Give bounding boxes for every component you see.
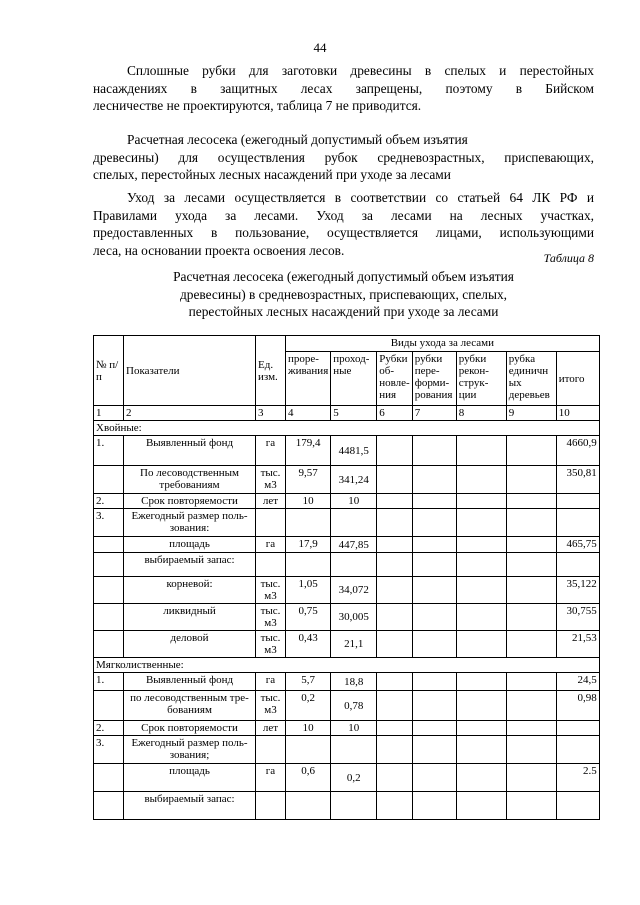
cell-thinning: 9,57 [286, 466, 331, 494]
text-line: насаждениях в защитных лесах запрещены, поэтому в Бийском [93, 80, 594, 96]
cell-num [94, 466, 124, 494]
cell-thinning: 10 [286, 494, 331, 509]
text-line: лесничестве не проектируются, таблица 7 не приводится. [93, 98, 422, 114]
cell-empty [377, 436, 412, 466]
col-number: 3 [256, 406, 286, 421]
cell-num: 2. [94, 494, 124, 509]
cell-passage [331, 792, 377, 820]
cell-thinning: 10 [286, 721, 331, 736]
cell-thinning: 17,9 [286, 537, 331, 553]
cell-empty [506, 466, 556, 494]
text-line: Уход за лесами осуществляется в соответствии со статьей 64 ЛК РФ и [127, 190, 594, 205]
header-care-types: Виды ухода за лесами [286, 336, 600, 352]
cell-empty [377, 764, 412, 792]
table-row [94, 673, 600, 691]
cell-empty [456, 577, 506, 604]
cell-empty [377, 537, 412, 553]
cell-passage: 4481,5 [331, 436, 377, 466]
table-title-line: перестойных лесных насаждений при уходе за лесами [188, 304, 499, 320]
cell-empty [412, 494, 456, 509]
cell-unit [256, 553, 286, 577]
table-row [94, 792, 600, 820]
cell-empty [377, 466, 412, 494]
cell-thinning: 0,6 [286, 764, 331, 792]
cell-total [556, 494, 599, 509]
table-title [93, 268, 594, 321]
cell-unit: лет [256, 721, 286, 736]
cell-empty [456, 604, 506, 631]
cell-passage: 18,8 [331, 673, 377, 691]
cell-total [556, 553, 599, 577]
cell-empty [456, 509, 506, 537]
cell-empty [456, 721, 506, 736]
col-number: 7 [412, 406, 456, 421]
cell-empty [377, 721, 412, 736]
cell-empty [456, 631, 506, 658]
table-title-line: древесины) в средневозрастных, приспевающих, спелых, [179, 286, 508, 302]
header-col: Рубки об-новле-ния [377, 352, 412, 406]
cell-empty [506, 604, 556, 631]
cell-thinning [286, 792, 331, 820]
table-row [94, 553, 600, 577]
cell-thinning [286, 553, 331, 577]
cell-empty [456, 792, 506, 820]
text-line: Расчетная лесосека (ежегодный допустимый объем изъятия [127, 132, 468, 147]
page-number: 44 [313, 40, 327, 55]
cell-total: 465,75 [556, 537, 599, 553]
cell-empty [412, 553, 456, 577]
paragraph-forest-care [93, 189, 594, 259]
cell-empty [506, 537, 556, 553]
cell-empty [456, 466, 506, 494]
header-unit: Ед. изм. [256, 336, 286, 406]
cell-empty [506, 764, 556, 792]
cell-num [94, 691, 124, 721]
cell-passage [331, 509, 377, 537]
table-label: Таблица 8 [543, 251, 594, 265]
header-num: № п/п [94, 336, 124, 406]
section-row [94, 421, 600, 436]
cell-thinning: 5,7 [286, 673, 331, 691]
cell-empty [456, 553, 506, 577]
paragraph-allowable-cut [93, 131, 594, 184]
cell-thinning [286, 736, 331, 764]
table-row [94, 494, 600, 509]
text-line: спелых, перестойных лесных насаждений при уходе за лесами [93, 167, 451, 183]
cell-indicator: Срок повторяемости [124, 721, 256, 736]
cell-empty [412, 436, 456, 466]
cell-num [94, 764, 124, 792]
cell-total [556, 721, 599, 736]
cell-unit: тыс. м3 [256, 466, 286, 494]
cell-indicator: ликвидный [124, 604, 256, 631]
cell-unit [256, 792, 286, 820]
header-col: рубки пере-форми-рования [412, 352, 456, 406]
cell-num: 2. [94, 721, 124, 736]
cell-empty [506, 494, 556, 509]
header-col: итого [556, 352, 599, 406]
text-line: Правилами ухода за лесами. Уход за лесами на лесных участках, [93, 207, 594, 223]
col-number: 2 [124, 406, 256, 421]
table-row [94, 631, 600, 658]
cell-unit: га [256, 436, 286, 466]
table-header-row [94, 336, 600, 352]
cell-empty [412, 792, 456, 820]
cell-empty [456, 691, 506, 721]
header-col: рубки рекон-струк-ции [456, 352, 506, 406]
col-number: 6 [377, 406, 412, 421]
column-number-row [94, 406, 600, 421]
cell-unit: лет [256, 494, 286, 509]
cell-empty [456, 494, 506, 509]
cell-empty [506, 721, 556, 736]
cell-empty [456, 764, 506, 792]
cell-empty [456, 537, 506, 553]
cell-num [94, 537, 124, 553]
cell-total [556, 736, 599, 764]
cell-unit: га [256, 673, 286, 691]
cell-num [94, 553, 124, 577]
cell-passage: 30,005 [331, 604, 377, 631]
cell-indicator: площадь [124, 764, 256, 792]
col-number: 9 [506, 406, 556, 421]
cell-unit [256, 736, 286, 764]
text-line: древесины) для осуществления рубок средневозрастных, приспевающих, [93, 149, 594, 165]
cell-empty [377, 792, 412, 820]
table-row [94, 537, 600, 553]
cell-indicator: Срок повторяемости [124, 494, 256, 509]
cell-empty [506, 792, 556, 820]
table-row [94, 764, 600, 792]
cell-total: 30,755 [556, 604, 599, 631]
table-row [94, 577, 600, 604]
cell-empty [456, 673, 506, 691]
cell-empty [506, 436, 556, 466]
cell-passage [331, 553, 377, 577]
cell-empty [456, 736, 506, 764]
col-number: 4 [286, 406, 331, 421]
cell-total: 24,5 [556, 673, 599, 691]
table-allowable-cut [93, 335, 600, 820]
table-row [94, 736, 600, 764]
cell-passage [331, 736, 377, 764]
text-line: Сплошные рубки для заготовки древесины в спелых и перестойных [127, 63, 594, 78]
cell-empty [506, 631, 556, 658]
cell-indicator: по лесоводственным тре-бованиям [124, 691, 256, 721]
cell-empty [506, 577, 556, 604]
cell-total: 0,98 [556, 691, 599, 721]
cell-indicator: Выявленный фонд [124, 673, 256, 691]
cell-num [94, 577, 124, 604]
col-number: 5 [331, 406, 377, 421]
cell-unit: тыс. м3 [256, 577, 286, 604]
cell-empty [412, 691, 456, 721]
cell-thinning [286, 509, 331, 537]
cell-unit: тыс. м3 [256, 691, 286, 721]
cell-indicator: деловой [124, 631, 256, 658]
section-row [94, 658, 600, 673]
cell-empty [377, 553, 412, 577]
cell-unit: тыс. м3 [256, 604, 286, 631]
cell-empty [412, 466, 456, 494]
cell-unit: га [256, 537, 286, 553]
cell-unit [256, 509, 286, 537]
cell-empty [412, 764, 456, 792]
cell-passage: 341,24 [331, 466, 377, 494]
cell-empty [377, 691, 412, 721]
header-col: проход-ные [331, 352, 377, 406]
cell-num [94, 792, 124, 820]
cell-indicator: выбираемый запас: [124, 553, 256, 577]
cell-num: 3. [94, 736, 124, 764]
text-line: леса, на основании проекта освоения лесов. [93, 242, 345, 258]
col-number: 8 [456, 406, 506, 421]
cell-passage: 10 [331, 721, 377, 736]
cell-total: 35,122 [556, 577, 599, 604]
cell-empty [412, 673, 456, 691]
cell-empty [506, 736, 556, 764]
cell-num [94, 631, 124, 658]
cell-num [94, 604, 124, 631]
cell-empty [412, 537, 456, 553]
cell-thinning: 0,75 [286, 604, 331, 631]
cell-num: 3. [94, 509, 124, 537]
cell-passage: 21,1 [331, 631, 377, 658]
header-col: рубка единичн ых деревьев [506, 352, 556, 406]
cell-thinning: 0,2 [286, 691, 331, 721]
header-indicators: Показатели [124, 336, 256, 406]
section-title: Мягколиственные: [94, 658, 600, 673]
cell-num: 1. [94, 673, 124, 691]
cell-empty [456, 436, 506, 466]
table-row [94, 691, 600, 721]
paragraph-clear-cuts [93, 62, 594, 115]
table-title-line: Расчетная лесосека (ежегодный допустимый объем изъятия [173, 269, 514, 284]
cell-empty [506, 673, 556, 691]
cell-unit: га [256, 764, 286, 792]
col-number: 1 [94, 406, 124, 421]
cell-total: 4660,9 [556, 436, 599, 466]
cell-indicator: выбираемый запас: [124, 792, 256, 820]
cell-indicator: Ежегодный размер поль-зования; [124, 736, 256, 764]
table-row [94, 721, 600, 736]
cell-total: 350,81 [556, 466, 599, 494]
cell-empty [377, 577, 412, 604]
cell-num: 1. [94, 436, 124, 466]
text-line: предоставленных в пользование, осуществляется лицами, использующими [93, 225, 594, 241]
cell-passage: 10 [331, 494, 377, 509]
cell-total: 21,53 [556, 631, 599, 658]
cell-total [556, 509, 599, 537]
cell-empty [377, 631, 412, 658]
cell-passage: 0,78 [331, 691, 377, 721]
cell-passage: 447,85 [331, 537, 377, 553]
cell-empty [412, 604, 456, 631]
cell-indicator: площадь [124, 537, 256, 553]
cell-empty [377, 673, 412, 691]
table-row [94, 436, 600, 466]
cell-empty [506, 553, 556, 577]
cell-empty [377, 509, 412, 537]
cell-empty [412, 736, 456, 764]
cell-empty [377, 494, 412, 509]
cell-passage: 0,2 [331, 764, 377, 792]
cell-thinning: 0,43 [286, 631, 331, 658]
cell-unit: тыс. м3 [256, 631, 286, 658]
header-col: проре-живания [286, 352, 331, 406]
table-row [94, 466, 600, 494]
cell-empty [412, 721, 456, 736]
section-title: Хвойные: [94, 421, 600, 436]
col-number: 10 [556, 406, 599, 421]
cell-total: 2.5 [556, 764, 599, 792]
cell-indicator: По лесоводственным требованиям [124, 466, 256, 494]
cell-indicator: Выявленный фонд [124, 436, 256, 466]
cell-indicator: корневой: [124, 577, 256, 604]
cell-empty [506, 691, 556, 721]
cell-empty [412, 509, 456, 537]
cell-empty [412, 577, 456, 604]
cell-passage: 34,072 [331, 577, 377, 604]
cell-indicator: Ежегодный размер поль-зования: [124, 509, 256, 537]
cell-thinning: 1,05 [286, 577, 331, 604]
table-row [94, 604, 600, 631]
table-row [94, 509, 600, 537]
cell-thinning: 179,4 [286, 436, 331, 466]
cell-empty [506, 509, 556, 537]
cell-empty [377, 736, 412, 764]
cell-empty [412, 631, 456, 658]
cell-empty [377, 604, 412, 631]
cell-total [556, 792, 599, 820]
